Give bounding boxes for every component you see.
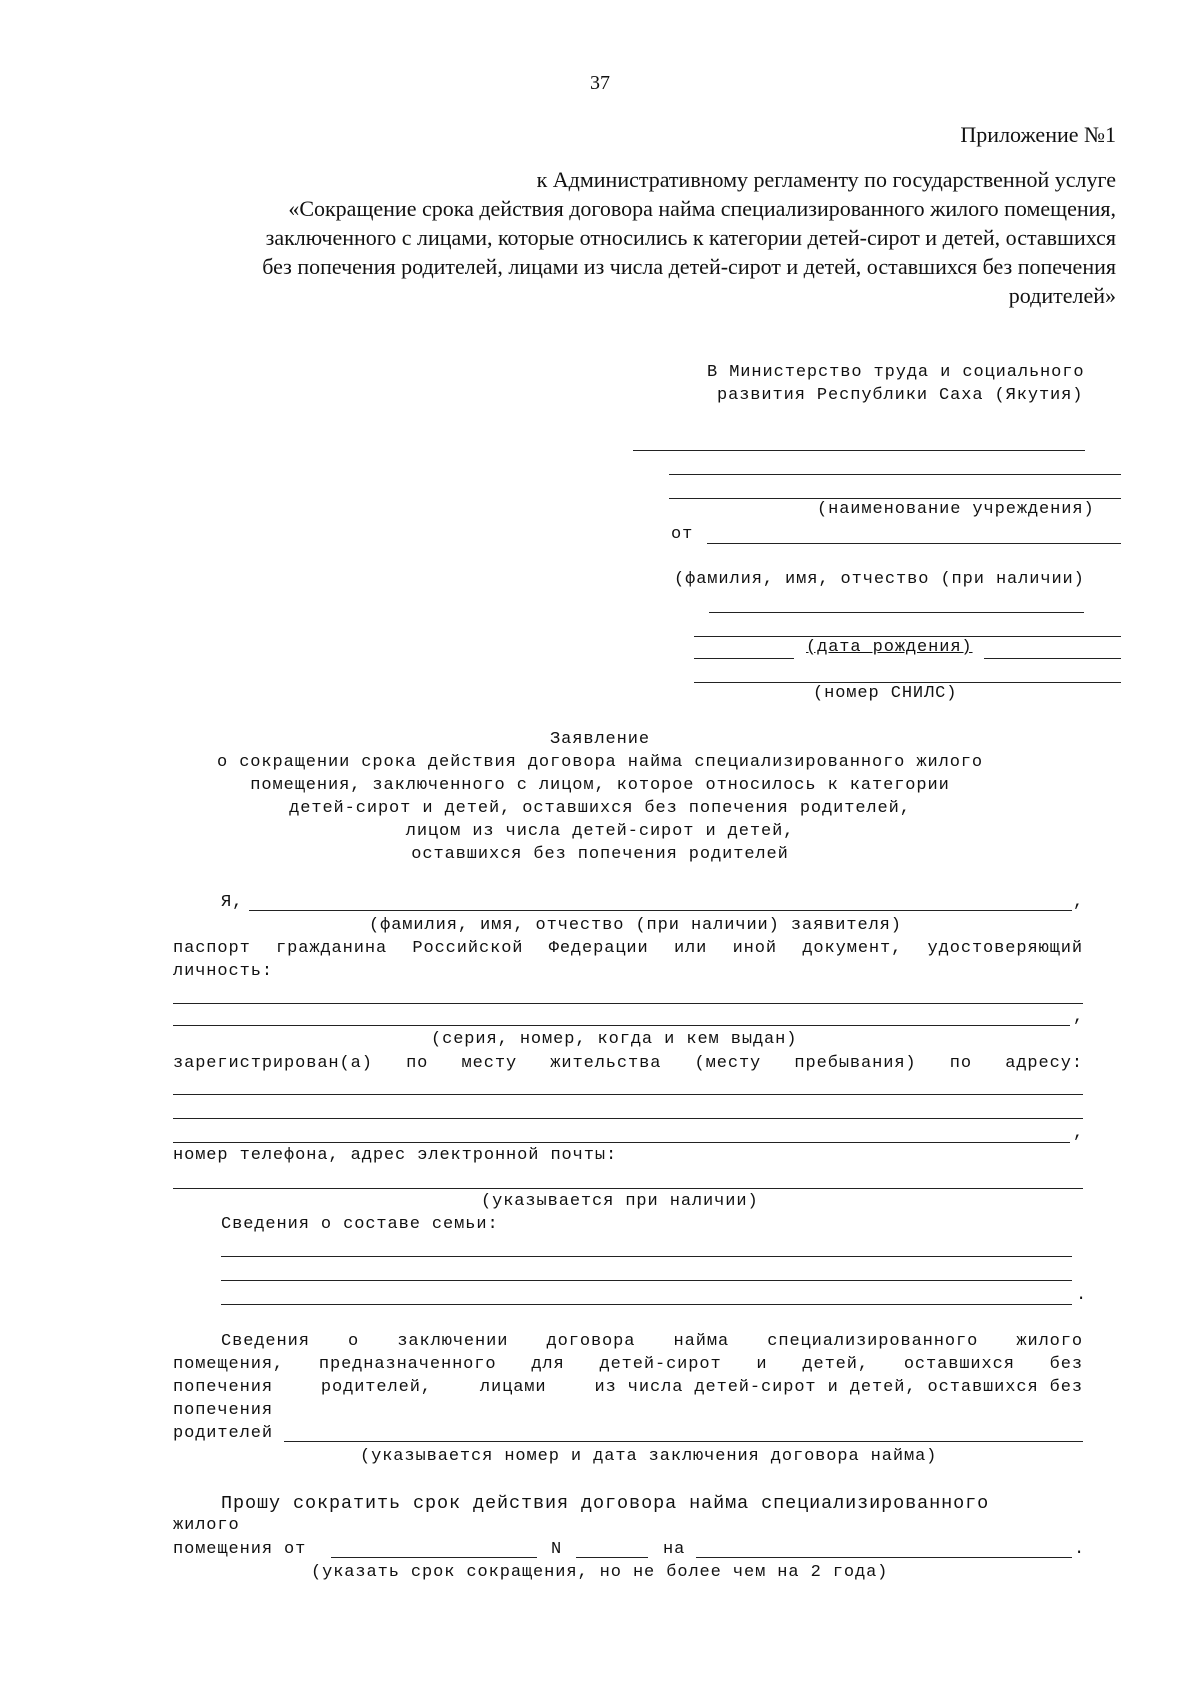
birth-line-right [984, 658, 1121, 659]
passport-line-2 [173, 1025, 1070, 1026]
request-on-label: на [663, 1540, 686, 1559]
statement-subtitle-1: о сокращении срока действия договора найма специализированного жилого [216, 753, 983, 772]
applicant-fio-caption: (фамилия, имя, отчество (при наличии) заявителя) [369, 916, 902, 935]
appendix-line-2: «Сокращение срока действия договора найма специализированного жилого помещения, [288, 196, 1116, 221]
contract-word: предназначенного [318, 1355, 497, 1374]
request-number-line [576, 1557, 648, 1558]
contract-caption: (указывается номер и дата заключения договора найма) [360, 1447, 938, 1466]
contract-word: оставшихся [903, 1355, 1015, 1374]
fio-line-2 [694, 636, 1121, 637]
contract-word: детей-сирот [599, 1355, 722, 1374]
passport-word: удостоверяющий [927, 939, 1083, 958]
contract-word: помещения, [173, 1355, 285, 1374]
contract-word: договора [546, 1332, 636, 1351]
contract-word: попечения [173, 1378, 273, 1397]
institution-line-2 [669, 474, 1121, 475]
institution-line-1 [633, 450, 1085, 451]
passport-word: паспорт [173, 939, 251, 958]
registered-word: пребывания) [794, 1054, 917, 1073]
contract-word: детей, [802, 1355, 869, 1374]
comma: , [1073, 1124, 1085, 1143]
request-term-line [696, 1557, 1072, 1558]
appendix-line-3: заключенного с лицами, которые относились к категории детей-сирот и детей, оставшихся [265, 225, 1116, 250]
statement-subtitle-5: оставшихся без попечения родителей [411, 845, 789, 864]
family-line-2 [221, 1280, 1072, 1281]
passport-word: иной [732, 939, 777, 958]
address-line-3 [173, 1142, 1070, 1143]
contract-word: родителей, [320, 1378, 432, 1397]
registered-word: по [406, 1054, 429, 1073]
family-line-1 [221, 1256, 1072, 1257]
appendix-line-1: к Административному регламенту по государственной услуге [536, 167, 1116, 192]
request-date-line [331, 1557, 537, 1558]
family-label: Сведения о составе семьи: [221, 1215, 499, 1234]
appendix-line-4: без попечения родителей, лицами из числа детей-сирот и детей, оставшихся без попечения [262, 254, 1116, 279]
statement-title: Заявление [550, 730, 650, 749]
registered-word: месту [461, 1054, 518, 1073]
passport-word: или [673, 939, 708, 958]
contract-word: и [756, 1355, 768, 1374]
statement-subtitle-3: детей-сирот и детей, оставшихся без попечения родителей, [289, 799, 911, 818]
addressee-line-1: В Министерство труда и социального [707, 363, 1085, 382]
request-from-label: помещения от [173, 1540, 307, 1559]
passport-word: гражданина [276, 939, 388, 958]
from-label: от [671, 525, 694, 544]
contract-word: Сведения [221, 1332, 310, 1351]
passport-line-1 [173, 1003, 1083, 1004]
address-line-1 [173, 1094, 1083, 1095]
phone-line [173, 1188, 1083, 1189]
passport-line [173, 939, 1083, 958]
contract-word: найма [673, 1332, 730, 1351]
registered-word: адресу: [1005, 1054, 1083, 1073]
identity-label: личность: [173, 962, 273, 981]
birth-caption: (дата рождения) [806, 638, 973, 657]
birth-line-left [694, 658, 794, 659]
from-name-line [707, 543, 1121, 544]
appendix-line-5: родителей» [1008, 283, 1116, 308]
contract-word: для [531, 1355, 565, 1374]
ya-label: Я, [221, 893, 244, 912]
contract-word: заключении [397, 1332, 509, 1351]
institution-caption: (наименование учреждения) [817, 500, 1095, 519]
contract-word: без [1049, 1355, 1083, 1374]
registered-line [173, 1054, 1083, 1073]
statement-subtitle-4: лицом из числа детей-сирот и детей, [405, 822, 795, 841]
request-line-1: Прошу сократить срок действия договора найма специализированного [221, 1493, 990, 1514]
contract-line-4: попечения [173, 1401, 273, 1420]
institution-line-3 [669, 498, 1121, 499]
address-line-2 [173, 1118, 1083, 1119]
page-number: 37 [590, 72, 610, 94]
request-caption: (указать срок сокращения, но не более чем на 2 года) [311, 1563, 889, 1582]
phone-label: номер телефона, адрес электронной почты: [173, 1146, 618, 1165]
comma: , [1073, 893, 1085, 912]
contract-word: лицами [479, 1378, 547, 1397]
applicant-name-line [249, 910, 1072, 911]
contract-word: жилого [1016, 1332, 1083, 1351]
registered-word: жительства [550, 1054, 662, 1073]
period: . [1074, 1540, 1086, 1559]
appendix-title: Приложение №1 [960, 122, 1116, 147]
comma: , [1073, 1008, 1085, 1027]
registered-word: по [949, 1054, 972, 1073]
phone-caption: (указывается при наличии) [481, 1192, 759, 1211]
contract-line-2 [173, 1355, 1083, 1374]
contract-line-5: родителей [173, 1424, 273, 1443]
passport-caption: (серия, номер, когда и кем выдан) [431, 1030, 798, 1049]
request-line-2: жилого [173, 1516, 240, 1535]
request-number-label: N [551, 1540, 563, 1559]
addressee-line-2: развития Республики Саха (Якутия) [717, 386, 1084, 405]
statement-subtitle-2: помещения, заключенного с лицом, которое относилось к категории [250, 776, 950, 795]
period: . [1076, 1286, 1088, 1305]
fio-line-1 [709, 612, 1084, 613]
snils-caption: (номер СНИЛС) [813, 684, 958, 703]
snils-line [694, 682, 1121, 683]
passport-word: Российской [412, 939, 524, 958]
contract-line-3 [173, 1378, 1083, 1397]
family-line-3 [221, 1304, 1072, 1305]
contract-line-1 [221, 1332, 1083, 1351]
passport-word: Федерации [548, 939, 649, 958]
registered-word: (месту [694, 1054, 762, 1073]
contract-word: из числа детей-сирот и детей, оставшихся без [594, 1378, 1083, 1397]
fio-caption: (фамилия, имя, отчество (при наличии) [674, 570, 1085, 589]
contract-word: специализированного [767, 1332, 979, 1351]
contract-fill-line [284, 1441, 1083, 1442]
contract-word: о [348, 1332, 360, 1351]
passport-word: документ, [802, 939, 903, 958]
registered-word: зарегистрирован(а) [173, 1054, 373, 1073]
